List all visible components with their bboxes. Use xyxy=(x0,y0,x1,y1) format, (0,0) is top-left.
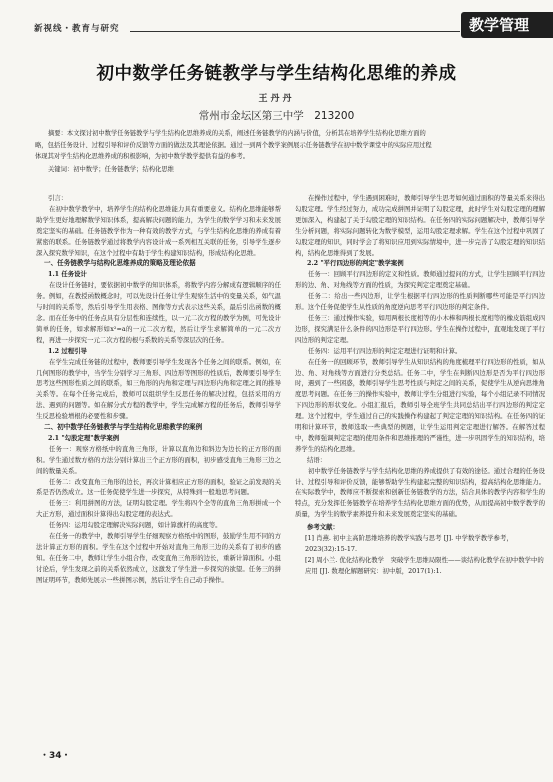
paragraph: 任务三：利用拼图的方法，证明勾股定理。学生将四个全等的直角三角形拼成一个大正方形，通过面积计算得出勾股定理的表达式。 xyxy=(36,499,281,519)
paragraph: 在任务一的回顾环节，教师引导学生从知识结构的角度梳理平行四边形的性质，如从边、角、对角线等方面进行分类总结。任务二中，学生在判断四边形是否为平行四边形时，遇到了一些困惑，教师引导学生思考性质与判定之间的关系，促使学生从逆向思维角度思考问题。在任务三的操作实验中，教师让学生分组进行实验，每个小组记录不同情况下四边形的形状变化。小组汇报后，教师引导全班学生共同总结出平行四边形的判定定理。这个过程中，学生通过自己的实践操作构建起了判定定理的知识结构。在任务四的证明和计算环节，教师选取一些典型的例题，让学生运用判定定理进行解答。在解答过程中，教师强调判定定理的使用条件和思维推理的严谨性，进一步巩固学生的知识结构，培养学生的结构化思维。 xyxy=(295,357,545,453)
paragraph: 任务四：运用勾股定理解决实际问题，如计算旗杆的高度等。 xyxy=(49,521,222,530)
right-column xyxy=(295,193,545,738)
header-rule xyxy=(130,31,460,32)
references-heading: 参考文献： xyxy=(307,523,339,532)
section-label: 新视线・教育与研究 xyxy=(34,24,120,34)
section-heading: 一、任务链教学与结构化思维养成的策略及理论依据 xyxy=(44,259,196,268)
brand-tab: 教学管理 xyxy=(461,12,553,38)
subsection-heading: 2.1 "勾股定理"教学案例 xyxy=(48,433,120,442)
subsection-heading: 1.1 任务设计 xyxy=(48,270,87,279)
paragraph: 任务一：观察方格纸中的直角三角形，计算以直角边和斜边为边长的正方形的面积。学生通过数方格的方法分别计算出三个正方形的面积，初步感受直角三角形三边之间的数量关系。 xyxy=(36,444,281,475)
abstract-line: 略，包括任务设计、过程引导和评价反馈等方面的做法及其理论依据。通过一到两个教学案例展示任务链教学在初中数学课堂中的实际应用过程 xyxy=(35,141,432,149)
paragraph: 在学生完成任务链的过程中，教师要引导学生发现各个任务之间的联系。例如，在几何图形的教学中，当学生分别学习三角形、四边形等图形的性质后，教师要引导学生思考这些图形性质之间的联系，如三角形的内角和定理与四边形内角和定理之间的推导关系等。在每个任务完成后，教师可以组织学生反思任务的解决过程，包括采用的方法、遇到的问题等。如在解分式方程的教学中，学生完成解方程的任务后，教师引导学生反思检验增根的必要性和步骤。 xyxy=(36,357,281,421)
paragraph: 在任务一的教学中，教师引导学生仔细观察方格纸中的图形，鼓励学生用不同的方法计算正方形的面积。学生在这个过程中开始对直角三角形三边的关系有了初步的感知。在任务二中，教师让学生小组合作，改变直角三角形的边长，重新计算面积。小组讨论后，学生发现之前的关系依然成立，这激发了学生进一步探究的欲望。任务三的拼图证明环节，教师先展示一些拼图示例，然后让学生自己动手操作。 xyxy=(36,532,281,584)
conclusion-label: 结语： xyxy=(307,455,327,464)
paragraph: 初中数学任务链教学与学生结构化思维的养成提供了有效的途径。通过合理的任务设计、过程引导和评价反馈，能够帮助学生构建起完整的知识结构，提高结构化思维能力。在实际教学中，教师应不断探索和创新任务链教学的方法，结合具体的教学内容和学生的特点，充分发挥任务链教学在培养学生结构化思维方面的优势，从而提高初中数学教学的质量，为学生的数学素养提升和未来发展奠定坚实的基础。 xyxy=(295,466,545,519)
reference-item: [2] 周小兰. 优化结构化教学 突破学生思维局限性——谈结构化教学在初中数学中的应用 [J]. 数理化解题研究：初中版，2017(1):1. xyxy=(305,555,544,575)
paragraph: 任务三：通过操作实验，如用两根长度相等的小木棒和两根长度相等的橡皮筋组成四边形，探究满足什么条件的四边形是平行四边形。学生在操作过程中，直观地发现了平行四边形的判定定理。 xyxy=(295,313,545,344)
paragraph: 在设计任务链时，要依据初中数学的知识体系，将数学内容分解成有逻辑顺序的任务。例如，在教授函数概念时，可以先设计任务让学生观察生活中的变量关系，如气温与时间的关系等，然后引导学生用表格、图像等方式表示这些关系，最后引出函数的概念。而在任务中的任务点具有分层性和连续性，以一元二次方程的教学为例，可先设计简单的任务，如求解形如x²=a的一元二次方程，然后让学生求解简单的一元二次方程，再进一步探究一元二次方程的根与系数的关系等深层次的任务。 xyxy=(36,281,281,344)
paragraph: 任务一：回顾平行四边形的定义和性质。教师通过提问的方式，让学生回顾平行四边形的边、角、对角线等方面的性质，为探究判定定理奠定基础。 xyxy=(295,270,545,290)
paragraph: 在初中数学教学中，培养学生的结构化思维能力具有重要意义。结构化思维能够帮助学生更好地理解数学知识体系，提高解决问题的能力，为学生的数学学习和未来发展奠定坚实的基础。任务链教学作为一种有效的教学方式，与学生结构化思维的养成有着紧密的联系。任务链教学通过将教学内容设计成一系列相互关联的任务，引导学生逐步深入探究数学知识，在这个过程中有助于学生构建知识结构，形成结构化思维。 xyxy=(36,204,281,257)
section-heading: 二、初中数学任务链教学与学生结构化思维教学的案例 xyxy=(44,423,203,432)
page-number: ・34・ xyxy=(40,751,71,761)
abstract xyxy=(35,128,540,163)
reference-item: [1] 肖燕. 初中主高阶思维培养的教学实践与思考 [J]. 中学数学教学参考，2023(32):15-17. xyxy=(305,534,513,553)
paragraph: 在操作过程中，学生遇到困难时，教师引导学生思考如何通过面积的等量关系来得出勾股定理。学生经过努力，成功完成拼图并证明了勾股定理，此时学生对勾股定理的理解更加深入，构建起了关于勾股定理的知识结构。在任务四的实际问题解决中，教师引导学生分析问题，将实际问题转化为数学模型，运用勾股定理求解。学生在这个过程中巩固了勾股定理的知识，同时学会了将知识应用到实际情境中，进一步完善了勾股定理的知识结构，结构化思维得到了发展。 xyxy=(295,194,545,257)
article-title: 初中数学任务链教学与学生结构化思维的养成 xyxy=(96,64,457,84)
abstract-line: 摘要：本文探讨初中数学任务链教学与学生结构化思维养成的关系，阐述任务链教学的内涵与价值，分析其在培养学生结构化思维方面的 xyxy=(48,130,426,137)
page-header xyxy=(0,0,553,40)
author-affiliation: 常州市金坛区第三中学 213200 xyxy=(198,110,355,122)
article-author: 王丹丹 xyxy=(258,94,295,104)
subsection-heading: 2.2 "平行四边形的判定"教学案例 xyxy=(307,259,404,268)
abstract-line: 体现其对学生结构化思维养成的积极影响，为初中数学教学提供有益的参考。 xyxy=(35,153,250,160)
paragraph: 任务二：给出一些四边形，让学生根据平行四边形的性质判断哪些可能是平行四边形。这个任务促使学生从性质的角度逆向思考平行四边形的判定条件。 xyxy=(295,292,545,312)
paragraph: 任务四：运用平行四边形的判定定理进行证明和计算。 xyxy=(308,346,462,355)
paragraph: 任务二：改变直角三角形的边长，再次计算相应正方形的面积，验证之前发现的关系是否仍然成立。这一任务促使学生进一步探究，从特殊到一般地思考问题。 xyxy=(36,477,281,497)
left-column xyxy=(36,193,281,738)
intro-label: 引言： xyxy=(48,194,68,202)
subsection-heading: 1.2 过程引导 xyxy=(48,346,87,355)
keywords: 关键词：初中数学；任务链教学；结构化思维 xyxy=(48,166,174,173)
